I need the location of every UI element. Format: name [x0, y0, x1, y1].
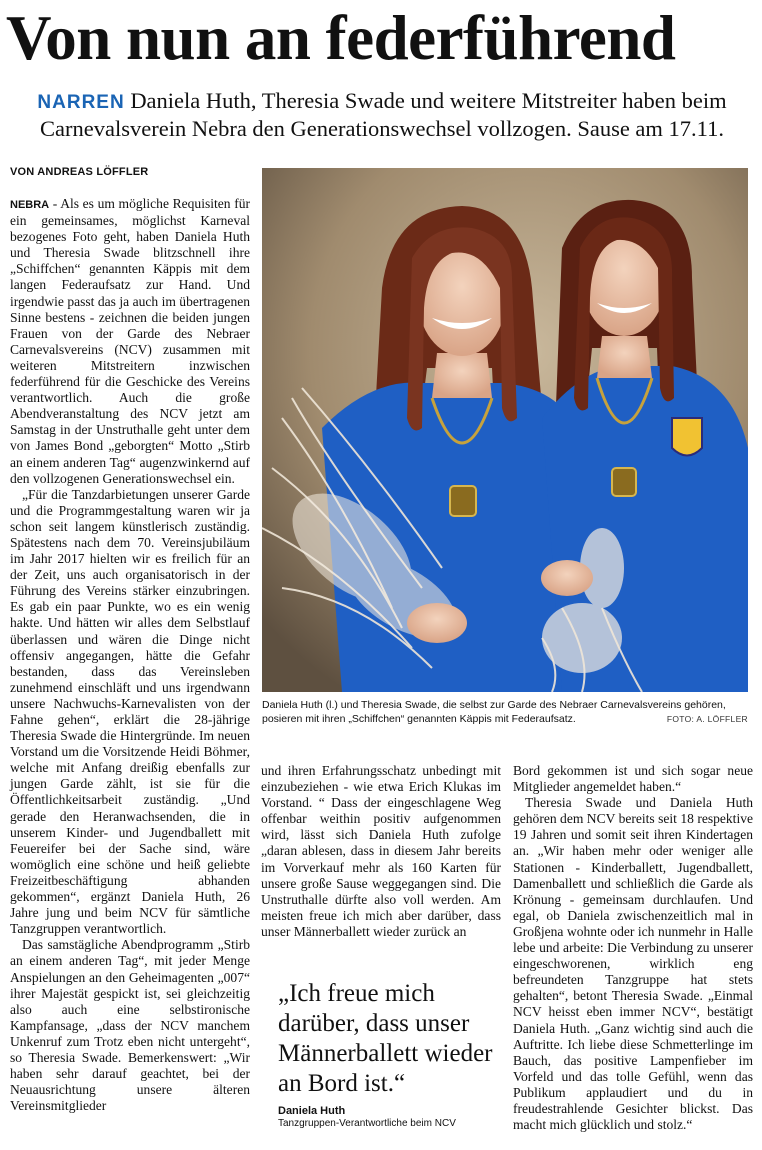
pull-quote: [278, 979, 508, 1129]
dateline: NEBRA: [10, 199, 50, 211]
photo-caption: [262, 698, 748, 726]
paragraph: Das samstägliche Abendprogramm „Stirb an einem anderen Tag“, mit jeder Menge Anspielungen an den Geheimagenten „007“ ihrer Majestät gespickt ist, sei gleichzeitig also auch eine selbstironische Kampfansage, „dass der NCV manchem Unkenruf zum Trotz eben nicht untergeht“, so Theresia Swade. Bemerkenswert: „Wir haben sehr darauf geachtet, bei der Neuausrichtung unsere älteren Vereinsmitglieder: [10, 937, 250, 1114]
caption-text: Daniela Huth (l.) und Theresia Swade, die selbst zur Garde des Nebraer Carnevalsvereins gehören, posieren mit ihren „Schiffchen“ genannten Käppis mit Federaufsatz.: [262, 699, 726, 725]
byline: VON ANDREAS LÖFFLER: [10, 166, 149, 178]
deck-text: Daniela Huth, Theresia Swade und weitere Mitstreiter haben beim Carnevalsverein Nebra den Generationswechsel vollzogen. Sause am 17.11.: [40, 88, 727, 141]
photo-credit: FOTO: A. LÖFFLER: [666, 714, 748, 724]
pull-quote-author: Daniela Huth: [278, 1105, 346, 1117]
pull-quote-role: Tanzgruppen-Verantwortliche beim NCV: [278, 1118, 456, 1129]
paragraph: [10, 196, 250, 487]
article-photo: [262, 168, 748, 692]
pull-quote-text: „Ich freue mich darüber, dass unser Männerballett wieder an Bord ist.“: [278, 980, 493, 1097]
deck: [10, 88, 754, 142]
paragraph: Theresia Swade und Daniela Huth gehören dem NCV bereits seit 18 respektive 19 Jahren und somit seit ihren Kindertagen an. „Wir haben mehr oder weniger alle Stationen - Kinderballett, Jugendballett, Damenballett und schließlich die Garde als Krönung - gemeinsam durchlaufen. Und egal, ob Daniela zwischenzeitlich mal in Großjena wohnte oder ich nunmehr in Halle lebe und arbeite: Die Verbindung zu unserer eingeschworenen, wirklich eng befreundeten Tanzgruppe hat stets gehalten“, betont Theresia Swade. „Einmal NCV heisst eben immer NCV“, bestätigt Daniela Huth. „Ganz wichtig sind auch die Auftritte. Ich liebe diese Schmetterlinge im Bauch, das positive Lampenfieber im Vorfeld und das tolle Gefühl, wenn das Publikum applaudiert und du in freudestrahlende Gesichter blickst. Das macht mich glücklich und stolz.“: [513, 795, 753, 1133]
photo-illustration: [262, 168, 748, 692]
article-column-2: [261, 763, 501, 940]
paragraph-text: - Als es um mögliche Requisiten für ein gemeinsames, möglichst Karneval bezogenes Foto geht, haben Daniela Huth und Theresia Swade blitzschnell ihre „Schiffchen“ genannten Käppis mit dem langen Federaufsatz zur Hand. Und irgendwie passt das ja auch im übertragenen Sinne bestens - zeichnen die beiden jungen Frauen von der Garde des Nebraer Carnevalsvereins (NCV) zusammen mit weiteren Mitstreitern inzwischen federführend für die Geschicke des Vereins verantwortlich. Auch die große Abendveranstaltung des NCV jetzt am Samstag in der Unstruthalle geht unter dem von James Bond „geborgten“ Motto „Stirb an einem anderen Tag“ augenzwinkernd auf den vollzogenen Generationswechsel ein.: [10, 196, 250, 486]
paragraph: Bord gekommen ist und sich sogar neue Mitglieder angemeldet haben.“: [513, 763, 753, 795]
article-column-3: [513, 763, 753, 1133]
deck-kicker: NARREN: [37, 92, 125, 113]
article-column-1: [10, 196, 250, 1114]
paragraph: „Für die Tanzdarbietungen unserer Garde und die Programmgestaltung waren wir ja schon seit langem künstlerisch zuständig. Spätestens nach dem 70. Vereinsjubiläum im Jahr 2017 hielten wir es freilich für an der Zeit, uns auch organisatorisch in der Führung des Vereins stärker einzubringen. Es gab ein paar Punkte, wo es ein wenig hakte. Und hätten wir alles dem Selbstlauf überlassen und wären die Dinge nicht offensiv angegangen, hätte die Gefahr bestanden, dass das Vereinsleben zunehmend einschläft und uns irgendwann unsere Nachwuchs-Karnevalisten von der Fahne gehen“, erklärt die 28-jährige Theresia Swade die Hintergründe. Im neuen Vorstand um die Vorsitzende Heidi Böhmer, welche mit Anfang dreißig ebenfalls zur jungen Garde zählt, ist sie für die Öffentlichkeitsarbeit zuständig. „Und gerade den Heranwachsenden, die in unserem Kinder- und Jugendballett mit Feuereifer bei der Sache sind, wäre womöglich eine schöne und heiß geliebte Freizeitbeschäftigung abhanden gekommen“, ergänzt Daniela Huth, 26 Jahre jung und beim NCV für sämtliche Tanzgruppen verantwortlich.: [10, 486, 250, 937]
headline: Von nun an federführend: [6, 3, 676, 73]
paragraph: und ihren Erfahrungsschatz unbedingt mit einzubeziehen - wie etwa Erich Klukas im Vorstand. “ Dass der eingeschlagene Weg offenbar weithin positiv aufgenommen wird, lässt sich Daniela Huth zufolge „daran ablesen, dass in diesem Jahr bereits im Vorverkauf mehr als 160 Karten für unsere große Sause weggegangen sind. Die Unstruthalle dürfte also voll werden. Am meisten freue ich mich aber darüber, dass unser Männerballett wieder zurück an: [261, 763, 501, 939]
